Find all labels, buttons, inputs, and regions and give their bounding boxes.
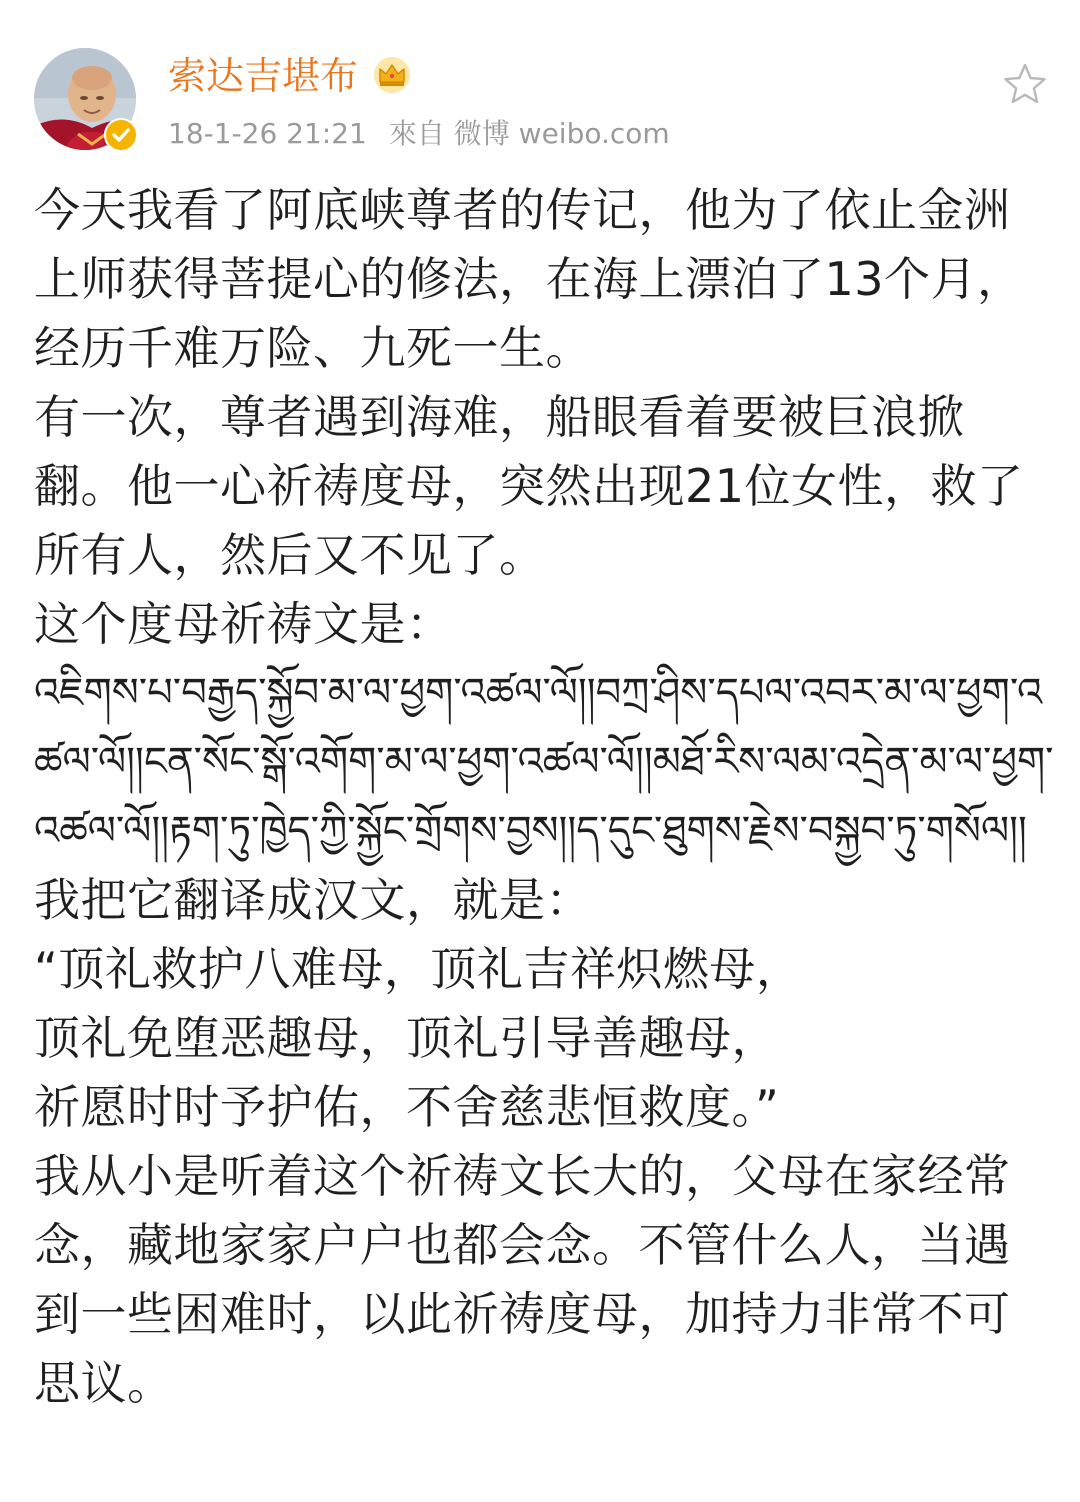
tibetan-prayer: འཇིགས་པ་བརྒྱད་སྐྱོབ་མ་ལ་ཕྱག་འཚལ་ལོ།།བཀྲ་ཤིས་དཔལ་འབར་མ་ལ་ཕྱག་འཚལ་ལོ།།ངན་སོང་སྒོ་འགོག་མ་ལ་ཕྱག་འཚལ་ལོ།།མཐོ་རིས་ལམ་འདྲེན་མ་ལ་ཕྱག་འཚལ་ལོ།།རྟག་ཏུ་ཁྱེད་ཀྱི་སྐྱོང་གྲོགས་བྱས།།ད་དུང་ཐུགས་རྗེས་བསྐྱབ་ཏུ་གསོལ།།: [34, 670, 1054, 854]
star-icon[interactable]: [1002, 62, 1048, 106]
translation-line-3: 祈愿时时予护佑，不舍慈悲恒救度。”: [34, 1080, 780, 1134]
post-timestamp: 18-1-26 21:21: [168, 117, 367, 150]
translation-line-1: “顶礼救护八难母，顶礼吉祥炽燃母，: [34, 942, 803, 996]
post-meta: [168, 112, 670, 156]
post-body: [34, 176, 1054, 1418]
paragraph-closing: 我从小是听着这个祈祷文长大的，父母在家经常念，藏地家家户户也都会念。不管什么人，当遇到一些困难时，以此祈祷度母，加持力非常不可思议。: [34, 1149, 1011, 1410]
paragraph-intro: 今天我看了阿底峡尊者的传记，他为了依止金洲上师获得菩提心的修法，在海上漂泊了13个月，经历千难万险、九死一生。: [34, 183, 1024, 375]
paragraph-story: 有一次，尊者遇到海难，船眼看着要被巨浪掀翻。他一心祈祷度母，突然出现21位女性，救了所有人，然后又不见了。: [34, 390, 1024, 582]
crown-icon: [372, 56, 412, 94]
verified-badge-icon: [104, 118, 138, 152]
post-header: [0, 0, 1080, 160]
username[interactable]: 索达吉堪布: [168, 54, 359, 98]
paragraph-prayer-intro: 这个度母祈祷文是：: [34, 597, 453, 651]
translation-line-2: 顶礼免堕恶趣母，顶礼引导善趣母，: [34, 1011, 778, 1065]
paragraph-translation-intro: 我把它翻译成汉文，就是：: [34, 873, 592, 927]
post-source[interactable]: 來自 微博 weibo.com: [388, 117, 670, 150]
